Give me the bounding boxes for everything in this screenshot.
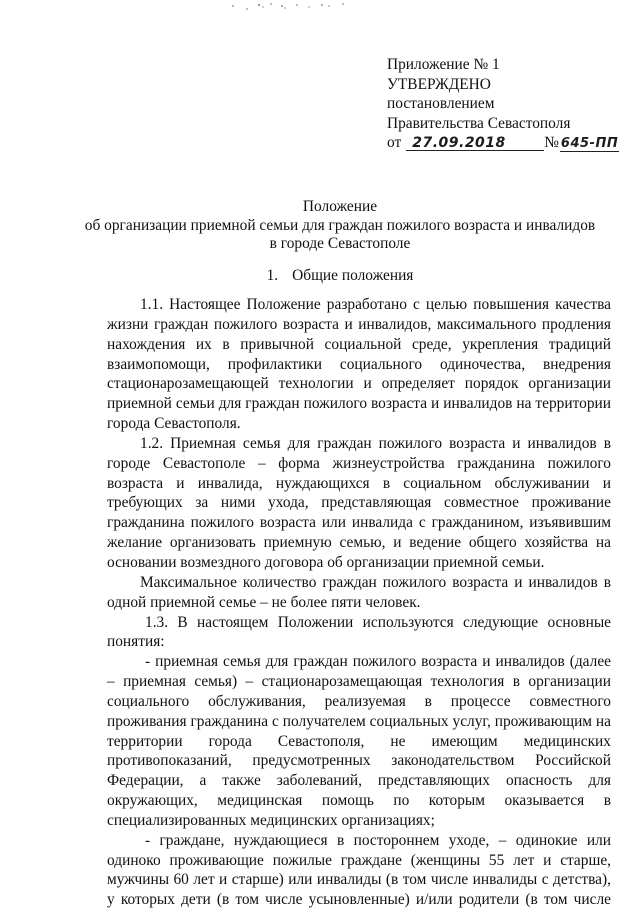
document-title-block: [60, 198, 620, 254]
date-number-line: [387, 133, 623, 153]
government-label: Правительства Севастополя: [387, 114, 571, 132]
handwritten-number: 645-ПП: [560, 136, 619, 152]
date-prefix: от: [387, 134, 402, 152]
resolution-label: постановлением: [387, 95, 495, 113]
section-heading: [60, 266, 620, 285]
handwritten-date: 27.09.2018: [406, 136, 544, 151]
document-subtitle-line2: в городе Севастополе: [269, 235, 411, 252]
definition-care-needers: - граждане, нуждающиеся в постороннем уходе, – одинокие или одиноко проживающие пожилые граждане (женщины 55 лет и старше, мужчины 60 лет и старше) или инвалиды (в том числе инвалиды с детства), у которых дети (в том числе усыновленные) и/или родители (в том числе: [107, 831, 611, 909]
appendix-label: Приложение № 1: [387, 56, 500, 73]
approved-label: УТВЕРЖДЕНО: [387, 75, 491, 93]
document-body: [107, 295, 611, 910]
section-number: 1.: [266, 267, 279, 284]
paragraph-1-2: 1.2. Приемная семья для граждан пожилого возраста и инвалидов в городе Севастополе – форма жизнеустройства гражданина пожилого возраста и инвалида, нуждающихся в социальном обслуживании и требующих за ними ухода, представляющая совместное проживание гражданина пожилого возраста или инвалида с гражданином, изъявившим желание организовать приемную семью, и ведение общего хозяйства на основании возмездного договора об организации приемной семьи.: [107, 434, 611, 571]
section-title: Общие положения: [292, 267, 414, 284]
paragraph-1-1: 1.1. Настоящее Положение разработано с целью повышения качества жизни граждан пожилого возраста и инвалидов, максимального продления нахождения их в привычной социальной среде, укрепления традиций взаимопомощи, профилактики социального одиночества, внедрения стационарозамещающей технологии и определяет порядок организации приемной семьи для граждан пожилого возраста и инвалидов на территории города Севастополя.: [107, 296, 611, 433]
document-title: Положение: [302, 198, 378, 215]
document-subtitle-line1: об организации приемной семьи для граждан пожилого возраста и инвалидов: [84, 216, 596, 234]
paragraph-max-count: Максимальное количество граждан пожилого возраста и инвалидов в одной приемной семье – не более пяти человек.: [107, 573, 611, 611]
scan-artifact-marks: [225, 0, 355, 14]
approval-block: [387, 55, 623, 153]
definition-foster-family: - приемная семья для граждан пожилого возраста и инвалидов (далее – приемная семья) – стационарозамещающая технология в организации социального обслуживания, реализуемая в процессе совместного проживания гражданина с получателем социальных услуг, проживающим на территории города Севастополя, не имеющим медицинских противопоказаний, предусмотренных законодательством Российской Федерации, а также заболеваний, представляющих опасность для окружающих, медицинская помощь по которым оказывается в специализированных медицинских организациях;: [107, 653, 611, 829]
paragraph-1-3: 1.3. В настоящем Положении используются следующие основные понятия:: [107, 613, 611, 651]
number-prefix: №: [544, 134, 559, 152]
